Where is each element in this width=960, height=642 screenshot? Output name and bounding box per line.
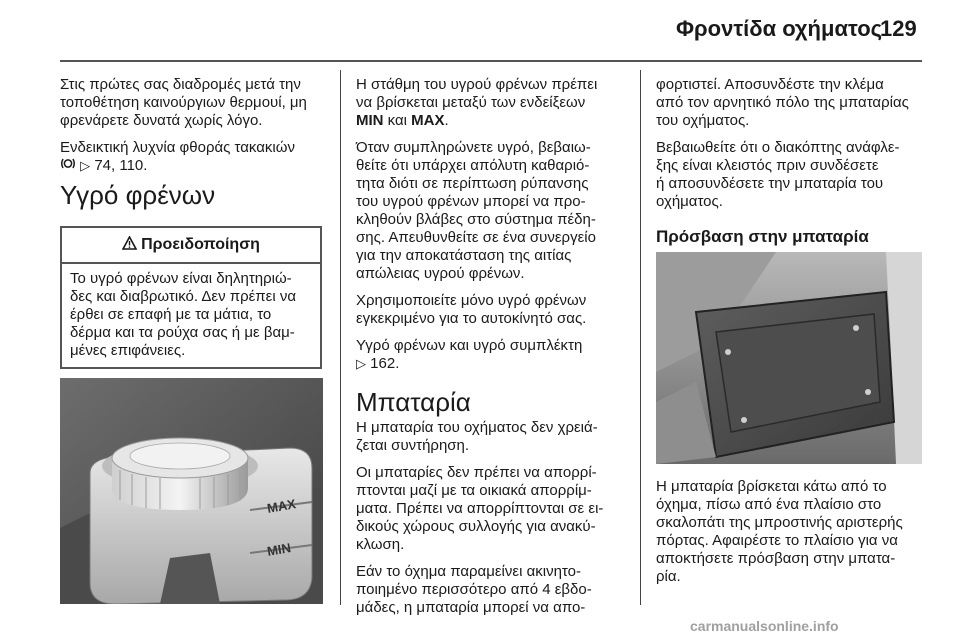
page-ref-icon: ▷	[356, 356, 366, 371]
min-mark-label: MIN	[265, 540, 293, 559]
heading-brake-fluid: Υγρό φρένων	[60, 180, 216, 210]
column-divider-1	[340, 70, 341, 605]
paragraph-clutch-fluid: Υγρό φρένων και υγρό συμπλέκτη ▷ 162.	[356, 337, 583, 372]
paragraph-topping-up: Όταν συμπληρώνετε υγρό, βεβαιω- θείτε ότι υπάρχει απόλυτη καθαριό- τητα διότι σε περίπτωση ρύπανσης του υγρού φρένων μπορεί να προ- κληθούν βλάβες στο σύστημα πέδη- σης. Απευθυνθείτε σε ένα συνεργείο για την αποκατάσταση της αιτίας απώλειας υγρού φρένων.	[356, 139, 596, 282]
min-label: MIN	[356, 112, 384, 129]
paragraph-new-pads: Στις πρώτες σας διαδρομές μετά την τοποθέτηση καινούργιων θερμουί, μη φρενάρετε δυνατά χωρίς λόγο.	[60, 76, 307, 129]
page-header-title: Φροντίδα οχήματος	[676, 16, 883, 41]
column-divider-2	[640, 70, 641, 605]
max-mark-label: MAX	[265, 496, 297, 516]
heading-battery-access: Πρόσβαση στην μπαταρία	[656, 227, 869, 246]
paragraph-fluid-level: Η στάθμη του υγρού φρένων πρέπει να βρίσκεται μεταξύ των ενδείξεων MIN και MAX.	[356, 76, 598, 129]
max-label: MAX	[411, 112, 445, 129]
heading-battery: Μπαταρία	[356, 387, 471, 417]
warning-box	[60, 226, 322, 369]
brake-fluid-reservoir-photo	[60, 378, 323, 604]
page-ref-icon: ▷	[80, 158, 91, 173]
header-divider	[60, 60, 922, 62]
watermark: carmanualsonline.info	[690, 618, 839, 634]
paragraph-disposal: Οι μπαταρίες δεν πρέπει να απορρί- πτονται μαζί με τα οικιακά απορρίμ- ματα. Πρέπει να απορρίπτονται σε ει- δικούς χώρους συλλογής για ανακύ- κλωση.	[356, 464, 604, 553]
paragraph-battery-location: Η μπαταρία βρίσκεται κάτω από το όχημα, πίσω από ένα πλαίσιο στο σκαλοπάτι της μπροστινής αριστερής πόρτας. Αφαιρέστε το πλαίσιο για να αποκτήσετε πρόσβαση στην μπατα- ρία.	[656, 478, 903, 585]
column-3-bottom	[656, 478, 946, 595]
warning-title: Προειδοποίηση	[141, 236, 260, 253]
paragraph-inactive-vehicle: Εάν το όχημα παραμείνει ακινητο- ποιημένο περισσότερο από 4 εβδο- μάδες, η μπαταρία μπορεί να απο-	[356, 563, 592, 616]
paragraph-approved-fluid: Χρησιμοποιείτε μόνο υγρό φρένων εγκεκριμένο για το αυτοκίνητό σας.	[356, 292, 587, 327]
warning-text: Το υγρό φρένων είναι δηλητηριώ- δες και διαβρωτικό. Δεν πρέπει να έρθει σε επαφή με τα μάτια, το δέρμα και τα ρούχα σας ή με βαμ- μένες επιφάνειες.	[70, 270, 297, 359]
warning-header	[62, 228, 320, 264]
paragraph-maintenance-free: Η μπαταρία του οχήματος δεν χρειά- ζεται συντήρηση.	[356, 419, 598, 454]
battery-access-panel-photo	[656, 252, 922, 464]
page-number: 129	[880, 16, 917, 41]
column-3	[656, 76, 946, 247]
paragraph-wear-indicator: Ενδεικτική λυχνία φθοράς τακακιών ▷ 74, 110.	[60, 139, 295, 174]
paragraph-ignition: Βεβαιωθείτε ότι ο διακόπτης ανάφλε- ξης είναι κλειστός πριν συνδέσετε ή αποσυνδέσετε την μπαταρία του οχήματος.	[656, 139, 900, 210]
paragraph-disconnect: φορτιστεί. Αποσυνδέστε την κλέμα από τον αρνητικό πόλο της μπαταρίας του οχήματος.	[656, 76, 909, 129]
column-2	[356, 76, 631, 626]
brake-warning-lamp-icon	[60, 157, 80, 174]
column-1	[60, 76, 330, 184]
warning-triangle-icon	[122, 236, 137, 255]
